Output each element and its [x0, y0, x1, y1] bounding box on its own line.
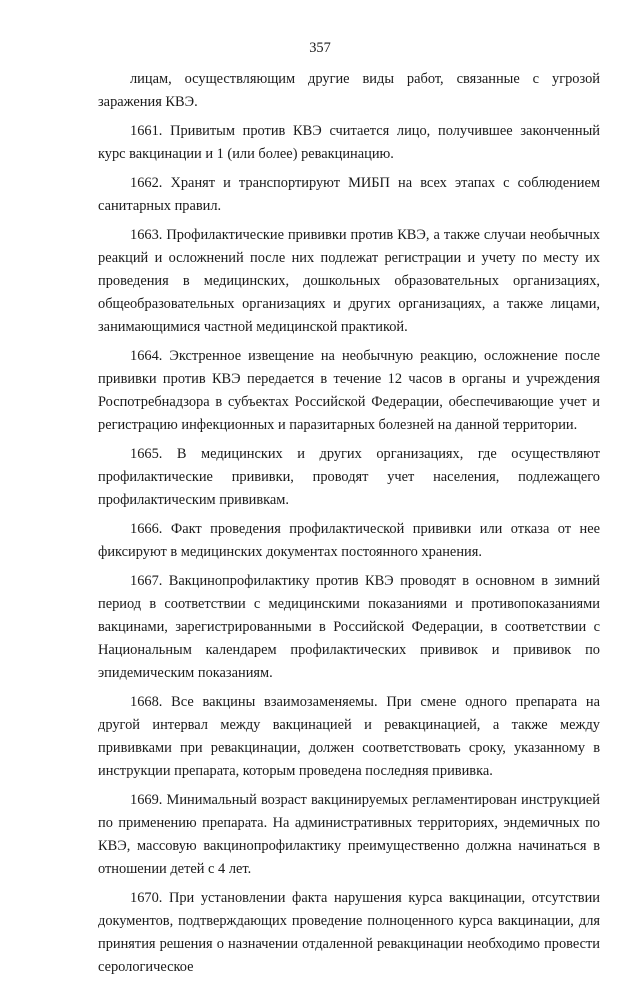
document-body — [98, 68, 600, 985]
paragraph-1668: 1668. Все вакцины взаимозаменяемы. При смене одного препарата на другой интервал между вакцинацией и ревакцинацией, а также между прививками при ревакцинации, должен соответствовать сроку, указанному в инструкции препарата, которым проведена последняя прививка. — [98, 694, 600, 779]
paragraph-1662: 1662. Хранят и транспортируют МИБП на всех этапах с соблюдением санитарных правил. — [98, 175, 600, 214]
paragraph-1661: 1661. Привитым против КВЭ считается лицо, получившее законченный курс вакцинации и 1 (или более) ревакцинацию. — [98, 123, 600, 162]
paragraph-continuation: лицам, осуществляющим другие виды работ, связанные с угрозой заражения КВЭ. — [98, 71, 600, 110]
paragraph-1667: 1667. Вакцинопрофилактику против КВЭ проводят в основном в зимний период в соответствии с медицинскими показаниями и противопоказаниями вакцинами, зарегистрированными в Российской Федерации, в соответствии с Национальным календарем профилактических прививок и прививок по эпидемическим показаниям. — [98, 573, 600, 681]
paragraph-1663: 1663. Профилактические прививки против КВЭ, а также случаи необычных реакций и осложнений после них подлежат регистрации и учету по месту их проведения в медицинских, дошкольных образовательных организациях, общеобразовательных организациях и других организациях, а также лицами, занимающимися частной медицинской практикой. — [98, 227, 600, 335]
paragraph-1666: 1666. Факт проведения профилактической прививки или отказа от нее фиксируют в медицинских документах постоянного хранения. — [98, 521, 600, 560]
page-number: 357 — [309, 40, 331, 56]
paragraph-1664: 1664. Экстренное извещение на необычную реакцию, осложнение после прививки против КВЭ передается в течение 12 часов в органы и учреждения Роспотребнадзора в субъектах Российской Федерации, обеспечивающие учет и регистрацию инфекционных и паразитарных болезней на данной территории. — [98, 348, 600, 433]
paragraph-1670: 1670. При установлении факта нарушения курса вакцинации, отсутствии документов, подтверждающих проведение полноценного курса вакцинации, для принятия решения о назначении отдаленной ревакцинации необходимо провести серологическое — [98, 890, 600, 975]
paragraph-1665: 1665. В медицинских и других организациях, где осуществляют профилактические прививки, проводят учет населения, подлежащего профилактическим прививкам. — [98, 446, 600, 508]
paragraph-1669: 1669. Минимальный возраст вакцинируемых регламентирован инструкцией по применению препарата. На административных территориях, эндемичных по КВЭ, массовую вакцинопрофилактику преимущественно должна начинаться в отношении детей с 4 лет. — [98, 792, 600, 877]
